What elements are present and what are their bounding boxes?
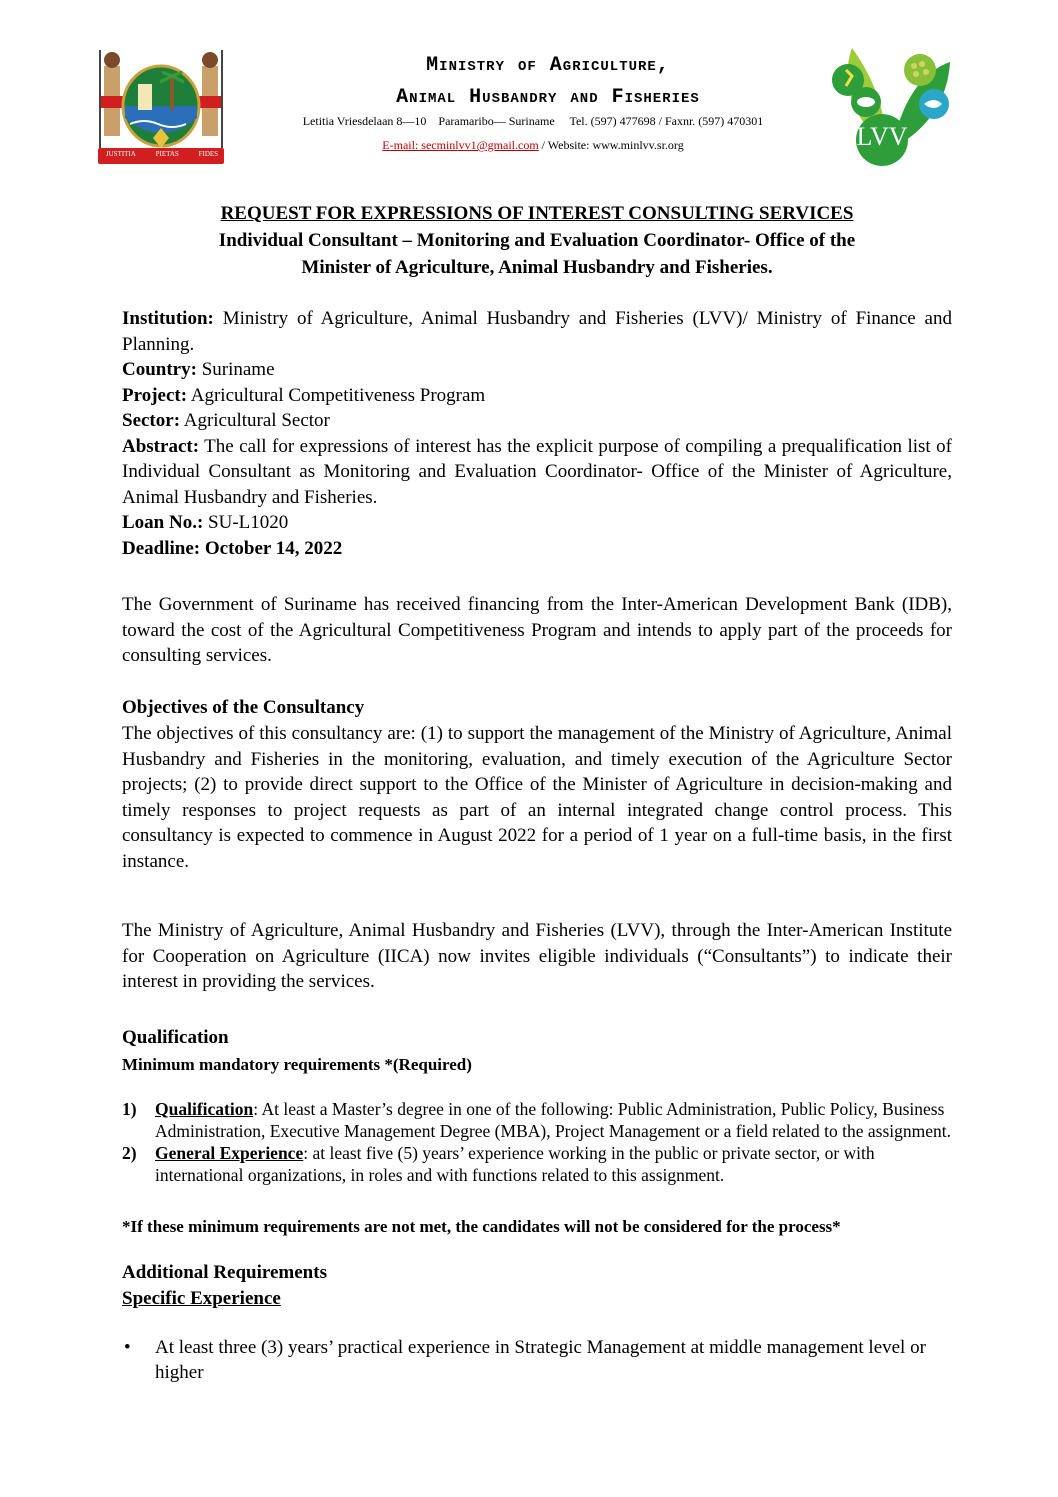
sector-label: Sector: (122, 410, 181, 431)
lvv-logo-text: LVV (856, 122, 908, 151)
project-value: Agricultural Competitiveness Program (187, 384, 486, 406)
invitation-paragraph: The Ministry of Agriculture, Animal Husbandry and Fisheries (LVV), through the Inter-American Institute for Cooperation on Agriculture (IICA) now invites eligible individuals (“Consultants”) to indicate their interest in providing the services. (122, 920, 952, 992)
institution-row (122, 306, 952, 357)
document-title (122, 200, 952, 281)
project-info (122, 306, 952, 561)
item-number: 2) (122, 1143, 137, 1163)
title-line1: REQUEST FOR EXPRESSIONS OF INTEREST CONSULTING SERVICES (220, 203, 854, 224)
coat-motto (96, 150, 228, 158)
objectives-heading: Objectives of the Consultancy (122, 697, 365, 718)
motto-word-3: FIDES (198, 150, 219, 158)
item-label: Qualification (155, 1099, 254, 1119)
ministry-name-line2: Animal Husbandry and Fisheries (396, 86, 700, 109)
requirements-warning: *If these minimum requirements are not met, the candidates will not be considered for the process* (122, 1217, 841, 1236)
abstract-value: The call for expressions of interest has the explicit purpose of compiling a prequalification list of Individual Consultant as Monitoring and Evaluation Coordinator- Office of the Minister of Agriculture, Animal Husbandry and Fisheries. (122, 435, 952, 508)
ministry-web-line (248, 138, 818, 153)
requirements-list (122, 1098, 952, 1186)
item-number: 1) (122, 1099, 137, 1119)
motto-word-1: JUSTITIA (105, 150, 136, 158)
country-value: Suriname (196, 359, 275, 380)
institution-value: Ministry of Agriculture, Animal Husbandry and Fisheries (LVV)/ Ministry of Finance and Planning. (122, 308, 952, 355)
project-label: Project: (122, 384, 188, 406)
specific-experience-list (122, 1335, 952, 1385)
item-label: General Experience (155, 1143, 304, 1163)
bullet-icon: • (124, 1337, 131, 1358)
country-label: Country: (122, 359, 197, 380)
abstract-label: Abstract: (122, 435, 200, 457)
minimum-requirements-heading: Minimum mandatory requirements *(Required) (122, 1055, 472, 1074)
sector-value: Agricultural Sector (180, 410, 330, 431)
item-text: : At least a Master’s degree in one of the following: Public Administration, Public Policy, Business Administration, Executive Management Degree (MBA), Project Management or a field related to the assignment. (155, 1099, 952, 1141)
deadline: Deadline: October 14, 2022 (122, 537, 343, 559)
institution-label: Institution: (122, 308, 214, 329)
title-line2: Individual Consultant – Monitoring and Evaluation Coordinator- Office of the (218, 230, 856, 251)
ministry-name-line1: Ministry of Agriculture, (426, 54, 670, 77)
objectives-text: The objectives of this consultancy are: (1) to support the management of the Ministry of Agriculture, Animal Husbandry and Fisheries in the monitoring, evaluation, and timely execution of the Agriculture Sector projects; (2) to provide direct support to the Office of the Minister of Agriculture in decision-making and timely responses to project requests as part of an internal integrated change control process. This consultancy is expected to commence in August 2022 for a period of 1 year on a full-time basis, in the first instance. (122, 723, 952, 872)
list-item (122, 1098, 952, 1142)
financing-paragraph: The Government of Suriname has received financing from the Inter-American Development Bank (IDB), toward the cost of the Agricultural Competitiveness Program and intends to apply part of the proceeds for consulting services. (122, 594, 952, 666)
email-link[interactable]: E-mail: secminlvv1@gmail.com (382, 138, 539, 152)
qualification-heading: Qualification (122, 1027, 229, 1048)
bullet-text: At least three (3) years’ practical experience in Strategic Management at middle management level or higher (155, 1337, 926, 1383)
specific-experience-heading: Specific Experience (122, 1288, 281, 1309)
sector-row (122, 408, 952, 434)
list-item (122, 1335, 952, 1385)
project-row (122, 383, 952, 409)
abstract-row (122, 434, 952, 511)
ministry-contact-line: Letitia Vriesdelaan 8—10 Paramaribo— Suriname Tel. (597) 477698 / Faxnr. (597) 470301 (302, 114, 764, 128)
list-item (122, 1142, 952, 1186)
loan-label: Loan No.: (122, 512, 204, 533)
motto-word-2: PIETAS (155, 150, 179, 158)
additional-requirements-heading: Additional Requirements (122, 1262, 327, 1283)
title-line3: Minister of Agriculture, Animal Husbandry and Fisheries. (301, 257, 773, 278)
website-text: / Website: www.minlvv.sr.org (538, 138, 684, 152)
loan-value: SU-L1020 (203, 512, 289, 533)
country-row (122, 357, 952, 383)
loan-row (122, 510, 952, 536)
item-text: : at least five (5) years’ experience working in the public or private sector, or with international organizations, in roles and with functions related to this assignment. (155, 1143, 875, 1185)
